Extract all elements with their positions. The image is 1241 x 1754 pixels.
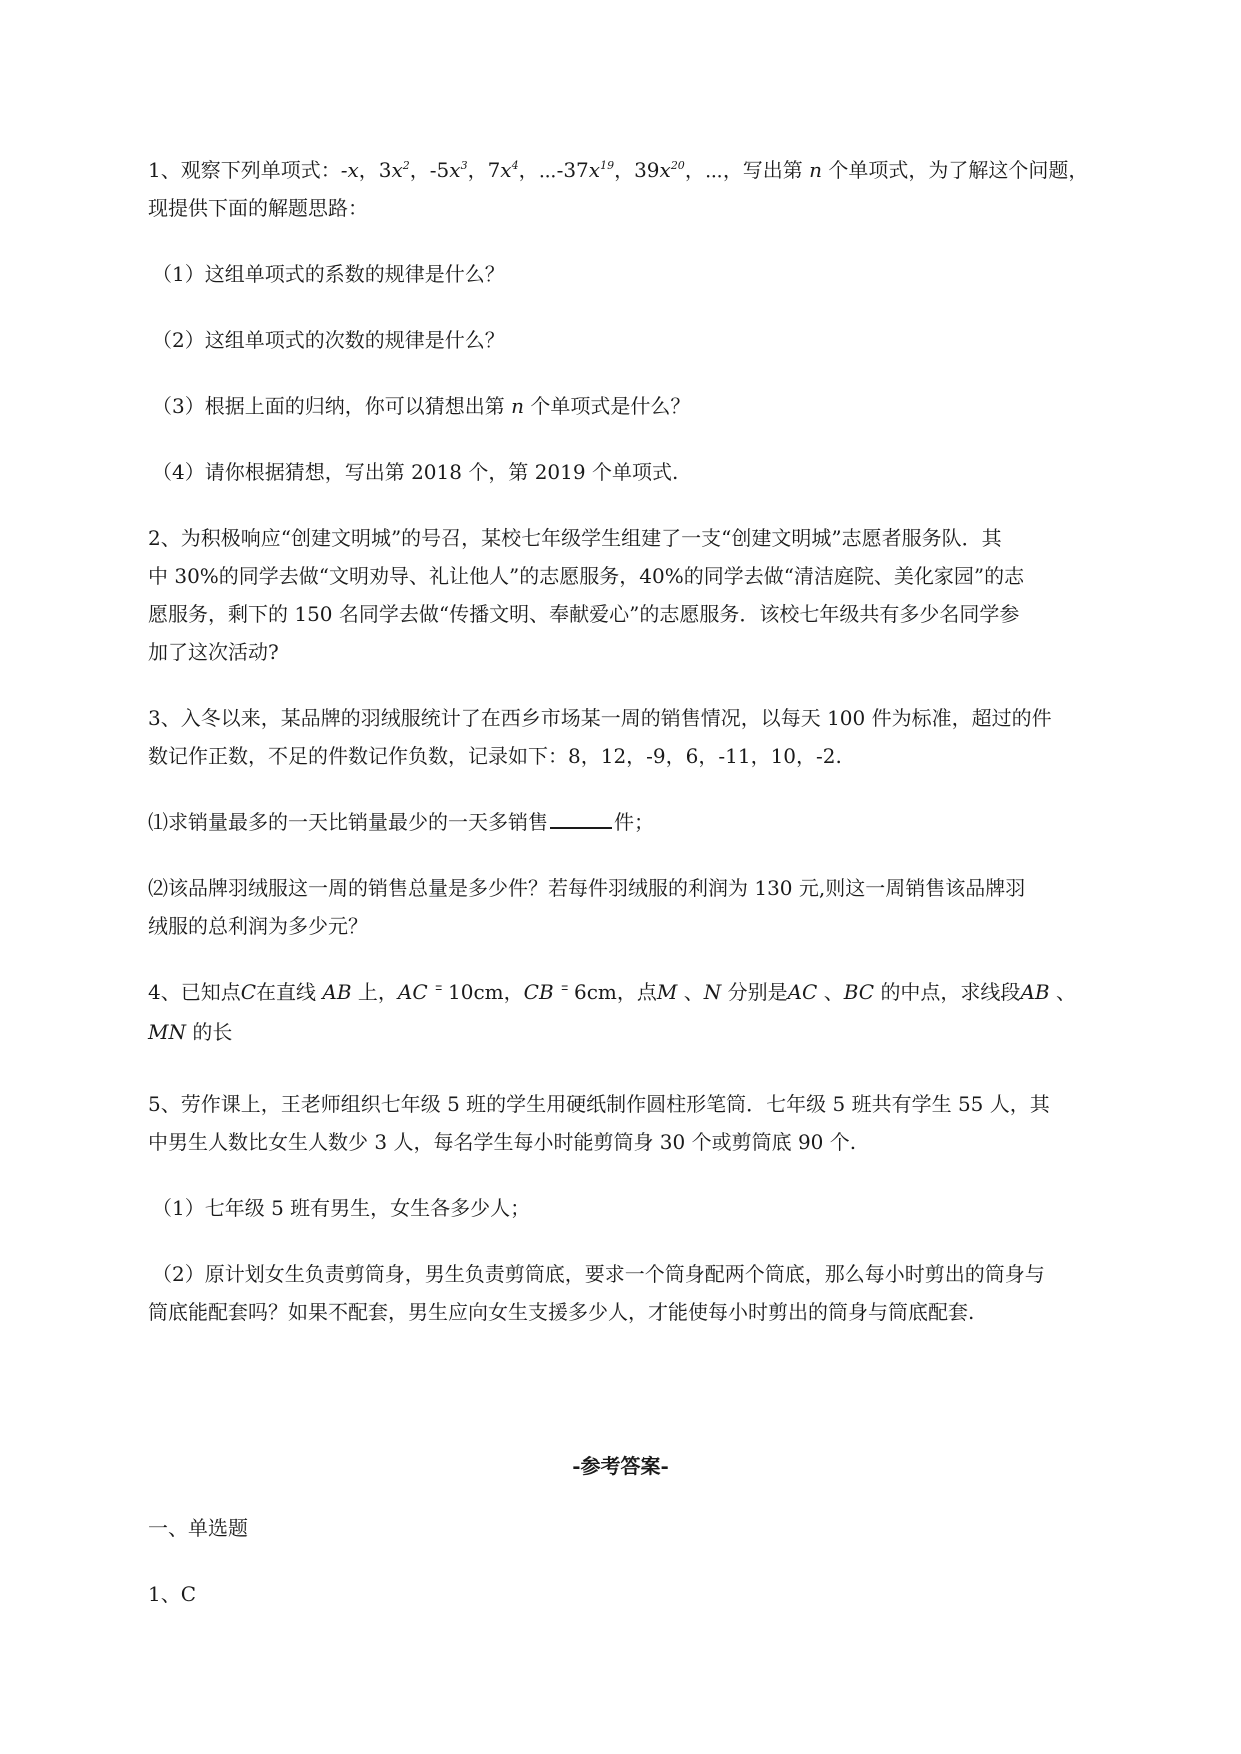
q1-prefix: 1、观察下列单项式： bbox=[148, 158, 341, 182]
answers-item-1: 1、C bbox=[148, 1582, 197, 1606]
q1-m6-coef: 39 bbox=[634, 158, 660, 182]
q4-f: 、 bbox=[823, 980, 844, 1004]
q4-ac-value: 10cm， bbox=[448, 980, 524, 1004]
q4-point-c: C bbox=[240, 980, 257, 1004]
q1-sub3-a: （3）根据上面的归纳，你可以猜想出第 bbox=[152, 394, 505, 418]
q1-tail-b: 个单项式，为了解这个问题， bbox=[828, 158, 1089, 182]
q4-line1 bbox=[148, 978, 1076, 1006]
answers-section: 一、单选题 bbox=[148, 1516, 248, 1540]
q5-sub1: （1）七年级 5 班有男生，女生各多少人； bbox=[152, 1196, 531, 1220]
q1-m4-exp: 4 bbox=[511, 159, 519, 172]
q4-d: 、 bbox=[683, 980, 704, 1004]
q1-line2: 现提供下面的解题思路： bbox=[148, 196, 368, 220]
q4-line2 bbox=[148, 1018, 232, 1046]
q1-sub3-n: n bbox=[511, 394, 524, 418]
q4-point-n: N bbox=[703, 980, 722, 1004]
q4-bc: BC bbox=[843, 980, 875, 1004]
q4-ab-2: AB bbox=[1020, 980, 1050, 1004]
q1-tail-a: ，写出第 bbox=[722, 158, 803, 182]
q1-m5-var: x bbox=[588, 158, 601, 182]
q3-part1-a: ⑴求销量最多的一天比销量最少的一天多销售 bbox=[148, 810, 548, 834]
q3-part2-line2: 绒服的总利润为多少元？ bbox=[148, 914, 368, 938]
answers-title: -参考答案- bbox=[572, 1454, 669, 1478]
equals-glyph: ꘌ bbox=[435, 982, 443, 995]
q5-line2: 中男生人数比女生人数少 3 人，每名学生每小时能剪筒身 30 个或剪筒底 90 个. bbox=[148, 1130, 857, 1154]
q1-ellipsis-1: ⋯ bbox=[538, 158, 557, 182]
q5-sub2-line2: 筒底能配套吗？如果不配套，男生应向女生支援多少人，才能使每小时剪出的筒身与筒底配套. bbox=[148, 1300, 975, 1324]
q1-sub2: （2）这组单项式的次数的规律是什么？ bbox=[152, 328, 505, 352]
q1-sub4: （4）请你根据猜想，写出第 2018 个，第 2019 个单项式. bbox=[152, 460, 679, 484]
q4-b: 在直线 bbox=[256, 980, 317, 1004]
q1-m6-exp: 20 bbox=[670, 159, 685, 172]
equals-symbol bbox=[560, 979, 574, 999]
q1-m2-exp: 2 bbox=[402, 159, 410, 172]
q2-line3: 愿服务，剩下的 150 名同学去做“传播文明、奉献爱心”的志愿服务．该校七年级共有多少名同学参 bbox=[148, 602, 1020, 626]
q4-i: 的长 bbox=[192, 1020, 233, 1044]
equals-symbol bbox=[434, 979, 448, 999]
q4-ac-2: AC bbox=[787, 980, 818, 1004]
q3-part1 bbox=[148, 808, 654, 836]
q1-m2-var: x bbox=[391, 158, 403, 182]
q1-ellipsis-2: ⋯ bbox=[704, 158, 723, 182]
q3-part1-b: 件； bbox=[614, 810, 654, 834]
q1-m3-var: x bbox=[449, 158, 461, 182]
q1-sub3-b: 个单项式是什么？ bbox=[530, 394, 691, 418]
q5-line1: 5、劳作课上，王老师组织七年级 5 班的学生用硬纸制作圆柱形笔筒．七年级 5 班共有学生 55 人，其 bbox=[148, 1092, 1050, 1116]
q1-m2-coef: 3 bbox=[378, 158, 392, 182]
q4-g: 的中点，求线段 bbox=[880, 980, 1021, 1004]
q4-ac: AC bbox=[397, 980, 428, 1004]
equals-glyph: ꘌ bbox=[561, 982, 569, 995]
q3-line1: 3、入冬以来，某品牌的羽绒服统计了在西乡市场某一周的销售情况，以每天 100 件为标准，超过的件 bbox=[148, 706, 1052, 730]
q1-m5-coef: -37 bbox=[556, 158, 589, 182]
q1-line1: 1、观察下列单项式：-x，$3x^2$，$-5x^3$，$7x^4$，$\cdots-37x^{19}$，$39x^{20}$，⋯，写出第 n 个单项式，为了解这个问题， bbox=[148, 158, 1089, 182]
q2-line1: 2、为积极响应“创建文明城”的号召，某校七年级学生组建了一支“创建文明城”志愿者服务队．其 bbox=[148, 526, 1002, 550]
q1-m5-exp: 19 bbox=[600, 159, 615, 172]
q2-line2: 中 30%的同学去做“文明劝导、礼让他人”的志愿服务，40%的同学去做“清洁庭院、美化家园”的志 bbox=[148, 564, 1025, 588]
q2-line4: 加了这次活动? bbox=[148, 640, 279, 664]
q3-line2: 数记作正数，不足的件数记作负数，记录如下：8，12，-9，6，-11，10，-2. bbox=[148, 744, 842, 768]
q4-a: 4、已知点 bbox=[148, 980, 241, 1004]
q1-m6-var: x bbox=[659, 158, 671, 182]
q1-monomial-1: -x bbox=[340, 158, 359, 182]
q1-sub3 bbox=[152, 392, 690, 420]
q4-ab: AB bbox=[322, 980, 352, 1004]
answer-blank bbox=[550, 809, 612, 829]
q4-cb-value: 6cm，点 bbox=[574, 980, 657, 1004]
q1-m4-coef: 7 bbox=[487, 158, 501, 182]
q5-sub2-line1: （2）原计划女生负责剪筒身，男生负责剪筒底，要求一个筒身配两个筒底，那么每小时剪出的筒身与 bbox=[152, 1262, 1045, 1286]
q4-h: 、 bbox=[1055, 980, 1076, 1004]
q3-part2-line1: ⑵该品牌羽绒服这一周的销售总量是多少件？若每件羽绒服的利润为 130 元,则这一周销售该品牌羽 bbox=[148, 876, 1026, 900]
q1-n: n bbox=[809, 158, 823, 182]
q4-mn: MN bbox=[148, 1020, 186, 1044]
q1-m3-exp: 3 bbox=[460, 159, 468, 172]
q1-sub1: （1）这组单项式的系数的规律是什么？ bbox=[152, 262, 505, 286]
q4-c: 上， bbox=[357, 980, 398, 1004]
q4-cb: CB bbox=[523, 980, 554, 1004]
q1-m3-coef: -5 bbox=[429, 158, 450, 182]
q4-point-m: M bbox=[656, 980, 678, 1004]
q1-m4-var: x bbox=[500, 158, 512, 182]
q4-e: 分别是 bbox=[727, 980, 788, 1004]
